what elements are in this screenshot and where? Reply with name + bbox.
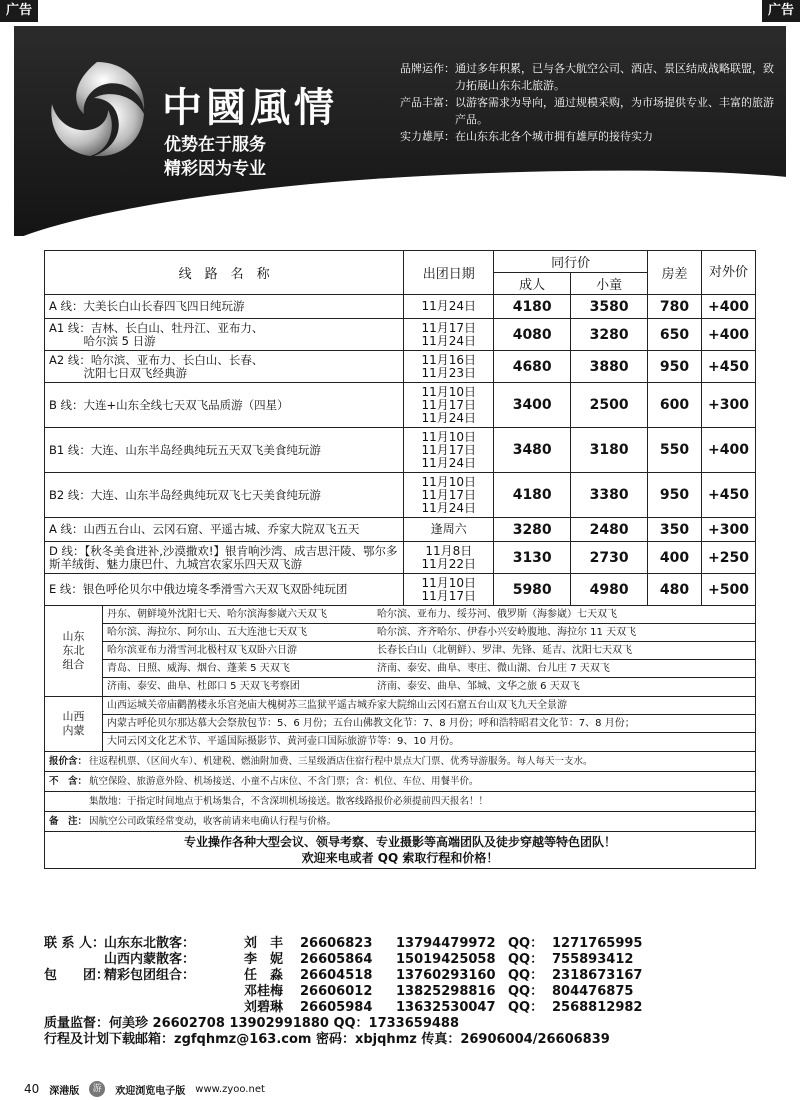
contact-qq: 2568812982: [552, 1000, 643, 1015]
room-diff: 950: [648, 351, 702, 383]
slogan-line-2: 精彩因为专业: [164, 159, 266, 179]
depart-date: 11月8日: [425, 543, 473, 558]
brand-info-row: [400, 94, 780, 128]
contact-qq: 804476875: [552, 984, 634, 999]
depart-date: 11月22日: [421, 556, 477, 571]
route-name: B2 线：大连、山东半岛经典纯玩双飞七天美食纯玩游: [45, 473, 404, 518]
room-diff: 400: [648, 542, 702, 574]
contact-tel: 26604518: [300, 968, 373, 983]
combo-route: 济南、泰安、曲阜、杜郎口 5 天双飞考察团: [107, 681, 300, 692]
note-row: [45, 772, 755, 792]
note-key: [49, 795, 89, 808]
route-name: E 线：银色呼伦贝尔中俄边境冬季滑雪六天双飞双卧纯玩团: [45, 574, 404, 606]
combo-route: 大同云冈文化艺术节、平遥国际摄影节、黄河壶口国际旅游节等：9、10 月份。: [107, 736, 460, 747]
contact-mobile: 13825298816: [396, 984, 496, 999]
edition-label: 深港版: [49, 1085, 80, 1097]
note-value: 集散地：于指定时间地点于机场集合，不含深圳机场接送。散客线路报价必须提前四天报名！！: [89, 796, 489, 807]
brand-info-row: [400, 60, 780, 94]
contact-qq: 1271765995: [552, 936, 643, 951]
combo-row: [103, 660, 755, 678]
contact-name: 邓桂梅: [244, 984, 284, 999]
price-child: 2730: [571, 542, 648, 574]
contact-row: [44, 968, 756, 984]
room-diff: 480: [648, 574, 702, 606]
price-adult: 4680: [494, 351, 571, 383]
external-price: +400: [701, 319, 755, 351]
contact-mobile: 13760293160: [396, 968, 496, 983]
price-adult: 3400: [494, 383, 571, 428]
combo-row: [103, 715, 755, 733]
depart-date: 11月10日: [421, 575, 477, 590]
price-child: 3380: [571, 473, 648, 518]
room-diff: 550: [648, 428, 702, 473]
banner: [14, 26, 786, 236]
brand-info-value: 在山东东北各个城市拥有雄厚的接待实力: [455, 130, 653, 143]
price-adult: 3280: [494, 518, 571, 542]
contact-row: [44, 936, 756, 952]
header-route: 线 路 名 称: [45, 251, 404, 295]
qq-label: QQ：: [508, 1000, 544, 1015]
bottom-bar: [0, 1078, 800, 1100]
welcome-text: 欢迎浏览电子版: [115, 1085, 186, 1097]
contact-qq: 2318673167: [552, 968, 643, 983]
notes: [45, 752, 755, 832]
room-diff: 350: [648, 518, 702, 542]
contact-row: [44, 984, 756, 1000]
header-child: 小童: [571, 273, 648, 295]
table-row: [45, 428, 756, 473]
combo-row: [103, 642, 755, 660]
brand-info: [400, 60, 780, 145]
price-child: 3180: [571, 428, 648, 473]
depart-date: 11月24日: [421, 333, 477, 348]
external-price: +450: [701, 473, 755, 518]
note-row: [45, 812, 755, 832]
depart-date: 11月17日: [421, 320, 477, 335]
brand-info-row: [400, 128, 780, 145]
note-value: 往返程机票、（区间火车）、机建税、燃油附加费、三星级酒店住宿行程中景点大门票、优秀导游服务。每人每天一支水。: [89, 756, 593, 767]
depart-date: 11月24日: [421, 299, 477, 313]
contact-name: 刘 丰: [244, 936, 284, 951]
combo-lines-sxnm: [103, 697, 755, 751]
contact-role: [44, 984, 104, 1000]
combo-route: 内蒙古呼伦贝尔那达慕大会祭敖包节：5、6 月份；五台山佛教文化节：7、8 月份；呼和浩特昭君文化节：7、8 月份；: [107, 718, 635, 729]
price-adult: 3480: [494, 428, 571, 473]
qq-label: QQ：: [508, 936, 544, 951]
combo-row: [103, 697, 755, 715]
note-key: 不 含：: [49, 776, 88, 787]
depart-date: 逢周六: [430, 522, 467, 536]
route-name: A2 线：哈尔滨、亚布力、长白山、长春、 沈阳七日双飞经典游: [45, 351, 404, 383]
note-value: 因航空公司政策经常变动，收客前请来电确认行程与价格。: [89, 816, 337, 827]
contact-mobile: 15019425058: [396, 952, 496, 967]
external-price: +400: [701, 428, 755, 473]
contact-qq: 755893412: [552, 952, 634, 967]
room-diff: 780: [648, 295, 702, 319]
combo-route: 哈尔滨亚布力滑雪河北极村双飞双卧六日游: [107, 645, 297, 656]
combo-row: [103, 733, 755, 751]
qq-label: QQ：: [508, 984, 544, 999]
banner-curve: [14, 153, 786, 236]
route-name: D 线：【秋冬美食进补,沙漠撒欢!】银肯响沙湾、成吉思汗陵、鄂尔多斯羊绒街、魅力康巴什、九城宫农家乐四天双飞游: [45, 542, 404, 574]
external-price: +450: [701, 351, 755, 383]
publisher-logo-icon: 游: [89, 1081, 105, 1097]
note-row: [45, 752, 755, 772]
contact-group: 山西内蒙散客：: [104, 952, 196, 967]
combo-label-sdnb: 山东 东北 组合: [45, 606, 103, 696]
depart-dates: [404, 319, 494, 351]
combo-row: [103, 678, 755, 696]
combo-lines-sdnb: [103, 606, 755, 696]
depart-dates: [404, 295, 494, 319]
room-diff: 650: [648, 319, 702, 351]
combo-route: 山西运城关帝庙鹳鹊楼永乐宫尧庙大槐树苏三监狱平遥古城乔家大院绵山云冈石窟五台山双飞九天全景游: [107, 700, 567, 711]
contact-tel: 26606823: [300, 936, 373, 951]
route-name: A 线：山西五台山、云冈石窟、平遥古城、乔家大院双飞五天: [45, 518, 404, 542]
contact-mobile: 13794479972: [396, 936, 496, 951]
header-peer-price: 同行价: [494, 251, 648, 273]
depart-date: 11月17日: [421, 397, 477, 412]
combo-route: 哈尔滨、亚布力、绥芬河、俄罗斯（海参崴）七天双飞: [377, 609, 617, 620]
brand-info-value: 通过多年积累，已与各大航空公司、酒店、景区结成战略联盟，致力拓展山东东北旅游。: [455, 62, 774, 92]
combo-route: 哈尔滨、齐齐哈尔、伊春小兴安岭腹地、海拉尔 11 天双飞: [377, 627, 637, 638]
table-row: [45, 319, 756, 351]
contact-rows: [44, 936, 756, 1016]
ad-tag-right: 广告: [762, 0, 800, 22]
depart-dates: [404, 542, 494, 574]
quality-line: 质量监督：何美珍 26602708 13902991880 QQ：1733659488: [44, 1016, 459, 1031]
combo-block-sxnm: [45, 697, 755, 752]
brand-info-key: 产品丰富：: [400, 96, 455, 109]
brand-logo-icon: [42, 54, 152, 164]
combo-route: 青岛、日照、威海、烟台、蓬莱 5 天双飞: [107, 663, 290, 674]
contact-group: 精彩包团组合：: [104, 968, 196, 983]
combo-route: 长春长白山（北朝鲜）、罗津、先锋、延吉、沈阳七天双飞: [377, 645, 632, 656]
brand-info-key: 品牌运作：: [400, 62, 455, 75]
room-diff: 600: [648, 383, 702, 428]
depart-dates: [404, 574, 494, 606]
combo-block-sdnb: [45, 606, 755, 697]
note-row: [45, 792, 755, 812]
note-key: 备 注：: [49, 816, 88, 827]
depart-date: 11月17日: [421, 442, 477, 457]
contact-name: 刘碧琳: [244, 1000, 284, 1015]
qq-label: QQ：: [508, 952, 544, 967]
contact-tel: 26605984: [300, 1000, 373, 1015]
price-child: 3280: [571, 319, 648, 351]
table-row: [45, 295, 756, 319]
table-row: [45, 574, 756, 606]
download-line: 行程及计划下载邮箱：zgfqhmz@163.com 密码：xbjqhmz 传真：26906004/26606839: [44, 1032, 610, 1047]
price-child: 4980: [571, 574, 648, 606]
combo-route: 丹东、朝鲜境外沈阳七天、哈尔滨海参崴六天双飞: [107, 609, 327, 620]
external-price: +300: [701, 518, 755, 542]
note-value: 航空保险、旅游意外险、机场接送、小童不占床位、不含门票；含：机位、车位、用餐半价。: [89, 776, 479, 787]
contact-row: [44, 952, 756, 968]
brand-info-value: 以游客需求为导向，通过规模采购，为市场提供专业、丰富的旅游产品。: [455, 96, 774, 126]
page-number: 40: [24, 1082, 40, 1096]
slogan-line-1: 优势在于服务: [164, 135, 266, 155]
contact-role: [44, 952, 104, 968]
combo-section: [44, 606, 756, 869]
contact-role: [44, 1000, 104, 1016]
depart-date: 11月24日: [421, 410, 477, 425]
ad-tag-left: 广告: [0, 0, 38, 22]
contact-mobile: 13632530047: [396, 1000, 496, 1015]
table-row: [45, 542, 756, 574]
depart-date: 11月17日: [421, 487, 477, 502]
price-adult: 4180: [494, 295, 571, 319]
price-child: 3880: [571, 351, 648, 383]
brand-info-key: 实力雄厚：: [400, 130, 455, 143]
combo-row: [103, 624, 755, 642]
depart-dates: [404, 383, 494, 428]
external-price: +300: [701, 383, 755, 428]
contact-name: 任 淼: [244, 968, 284, 983]
header-date: 出团日期: [404, 251, 494, 295]
route-name: B 线：大连+山东全线七天双飞品质游（四星）: [45, 383, 404, 428]
table-row: [45, 473, 756, 518]
footer-note-line-1: 专业操作各种大型会议、领导考察、专业摄影等高端团队及徒步穿越等特色团队！: [183, 835, 616, 849]
price-child: 2480: [571, 518, 648, 542]
depart-dates: [404, 351, 494, 383]
depart-date: 11月10日: [421, 429, 477, 444]
combo-route: 济南、泰安、曲阜、邹城、文华之旅 6 天双飞: [377, 681, 580, 692]
external-price: +250: [701, 542, 755, 574]
external-price: +500: [701, 574, 755, 606]
depart-date: 11月10日: [421, 474, 477, 489]
note-key: 报价含：: [49, 756, 88, 767]
header-external: 对外价: [701, 251, 755, 295]
depart-dates: [404, 428, 494, 473]
room-diff: 950: [648, 473, 702, 518]
price-adult: 3130: [494, 542, 571, 574]
footer-note-line-2: 欢迎来电或者 QQ 索取行程和价格！: [301, 851, 499, 865]
table-row: [45, 518, 756, 542]
contact-name: 李 妮: [244, 952, 284, 967]
combo-route: 哈尔滨、海拉尔、阿尔山、五大连池七天双飞: [107, 627, 307, 638]
header-adult: 成人: [494, 273, 571, 295]
depart-date: 11月17日: [421, 588, 477, 603]
depart-date: 11月16日: [421, 352, 477, 367]
external-price: +400: [701, 295, 755, 319]
contact-row: [44, 1000, 756, 1016]
route-name: A 线：大美长白山长春四飞四日纯玩游: [45, 295, 404, 319]
price-adult: 5980: [494, 574, 571, 606]
region-title: 山东东北山西内蒙: [404, 178, 652, 213]
depart-date: 11月23日: [421, 365, 477, 380]
contact-group: 山东东北散客：: [104, 936, 196, 951]
combo-route: 济南、泰安、曲阜、枣庄、微山湖、台儿庄 7 天双飞: [377, 663, 610, 674]
depart-date: 11月10日: [421, 384, 477, 399]
depart-dates: [404, 518, 494, 542]
table-row: [45, 351, 756, 383]
contact-role: 联 系 人：: [44, 936, 106, 951]
route-name: A1 线：吉林、长白山、牡丹江、亚布力、 哈尔滨 5 日游: [45, 319, 404, 351]
contacts: [44, 936, 756, 1048]
contact-group: [104, 1000, 244, 1016]
price-adult: 4180: [494, 473, 571, 518]
route-name: B1 线：大连、山东半岛经典纯玩五天双飞美食纯玩游: [45, 428, 404, 473]
depart-date: 11月24日: [421, 455, 477, 470]
contact-tel: 26606012: [300, 984, 373, 999]
price-child: 3580: [571, 295, 648, 319]
contact-role: 包 团：: [44, 968, 110, 983]
site-link[interactable]: www.zyoo.net: [195, 1083, 265, 1095]
qq-label: QQ：: [508, 968, 544, 983]
table-row: [45, 383, 756, 428]
price-child: 2500: [571, 383, 648, 428]
contact-tel: 26605864: [300, 952, 373, 967]
depart-date: 11月24日: [421, 500, 477, 515]
header-room-diff: 房差: [648, 251, 702, 295]
price-table: [44, 250, 756, 606]
brand-name: 中國風情: [162, 84, 338, 131]
price-adult: 4080: [494, 319, 571, 351]
combo-label-sxnm: 山西 内蒙: [45, 697, 103, 751]
contact-group: [104, 984, 244, 1000]
combo-row: [103, 606, 755, 624]
footer-note: [45, 832, 755, 868]
depart-dates: [404, 473, 494, 518]
